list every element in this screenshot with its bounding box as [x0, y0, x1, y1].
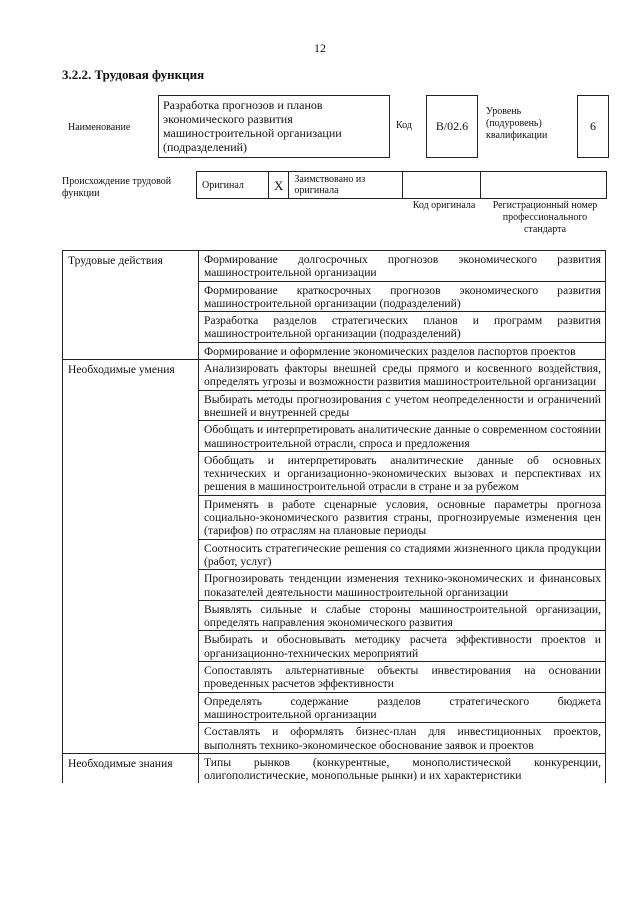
item-cell: Формирование краткосрочных прогнозов экономического развития машиностроительной организации (подразделений) [199, 281, 606, 312]
item-cell: Определять содержание разделов стратегического бюджета машиностроительной организации [199, 692, 606, 723]
level-label: Уровень (подуровень) квалификации [486, 106, 548, 141]
item-cell: Применять в работе сценарные условия, основные параметры прогноза социально-экономического развития страны, прогнозируемые изменения цен (тарифов) по отраслям на плановые периоды [199, 495, 606, 539]
code-label: Код [396, 120, 412, 131]
table-row [63, 360, 606, 391]
original-mark: X [269, 172, 289, 199]
item-cell: Составлять и оформлять бизнес-план для инвестиционных проектов, выполнять технико-экономическое обоснование заявок и проектов [199, 723, 606, 754]
item-cell: Выбирать методы прогнозирования с учетом неопределенности и ограничений внешней и внутренней среды [199, 390, 606, 421]
item-cell: Соотносить стратегические решения со стадиями жизненного цикла продукции (работ, услуг) [199, 539, 606, 570]
item-cell: Выявлять сильные и слабые стороны машиностроительной организации, определять направления экономического развития [199, 600, 606, 631]
item-cell: Выбирать и обосновывать методику расчета эффективности проектов и организационно-технических мероприятий [199, 631, 606, 662]
category-cell: Необходимые умения [63, 360, 199, 754]
code-box: B/02.6 [426, 95, 478, 158]
borrowed-label: Заимствовано из оригинала [289, 172, 403, 199]
original-label: Оригинал [197, 172, 269, 199]
item-cell: Разработка разделов стратегических планов и программ развития машиностроительной организации (подразделений) [199, 312, 606, 343]
origin-reg-caption: Регистрационный номер профессионального стандарта [492, 200, 598, 235]
category-cell: Трудовые действия [63, 251, 199, 360]
page-number: 12 [314, 41, 326, 55]
item-cell: Обобщать и интерпретировать аналитические данные о современном состоянии машиностроительной отрасли, спроса и предложения [199, 421, 606, 452]
section-title: 3.2.2. Трудовая функция [62, 67, 205, 82]
origin-label: Происхождение трудовой функции [62, 176, 172, 199]
item-cell: Типы рынков (конкурентные, монополистической конкуренции, олигополистические, монопольные рынки) и их характеристики [199, 753, 606, 783]
level-box: 6 [577, 95, 609, 158]
item-cell: Обобщать и интерпретировать аналитические данные об основных технических и организационно-экономических вызовах и перспективах их решения в машиностроительной отрасли в стране и за рубежом [199, 451, 606, 495]
item-cell: Прогнозировать тенденции изменения технико-экономических и финансовых показателей деятельности машиностроительной организации [199, 570, 606, 601]
name-label: Наименование [68, 122, 131, 133]
origin-table [196, 171, 607, 199]
origin-code-cell [403, 172, 481, 199]
item-cell: Анализировать факторы внешней среды прямого и косвенного воздействия, определять угрозы и возможности развития машиностроительной организации [199, 360, 606, 391]
item-cell: Сопоставлять альтернативные объекты инвестирования на основании проведенных расчетов эффективности [199, 662, 606, 693]
table-row [63, 753, 606, 783]
item-cell: Формирование и оформление экономических разделов паспортов проектов [199, 342, 606, 359]
competency-table [62, 250, 606, 783]
item-cell: Формирование долгосрочных прогнозов экономического развития машиностроительной организации [199, 251, 606, 282]
table-row [63, 251, 606, 282]
category-cell: Необходимые знания [63, 753, 199, 783]
origin-reg-cell [481, 172, 607, 199]
origin-code-caption: Код оригинала [412, 200, 476, 211]
function-name-box: Разработка прогнозов и планов экономического развития машиностроительной организации (подразделений) [158, 95, 390, 158]
